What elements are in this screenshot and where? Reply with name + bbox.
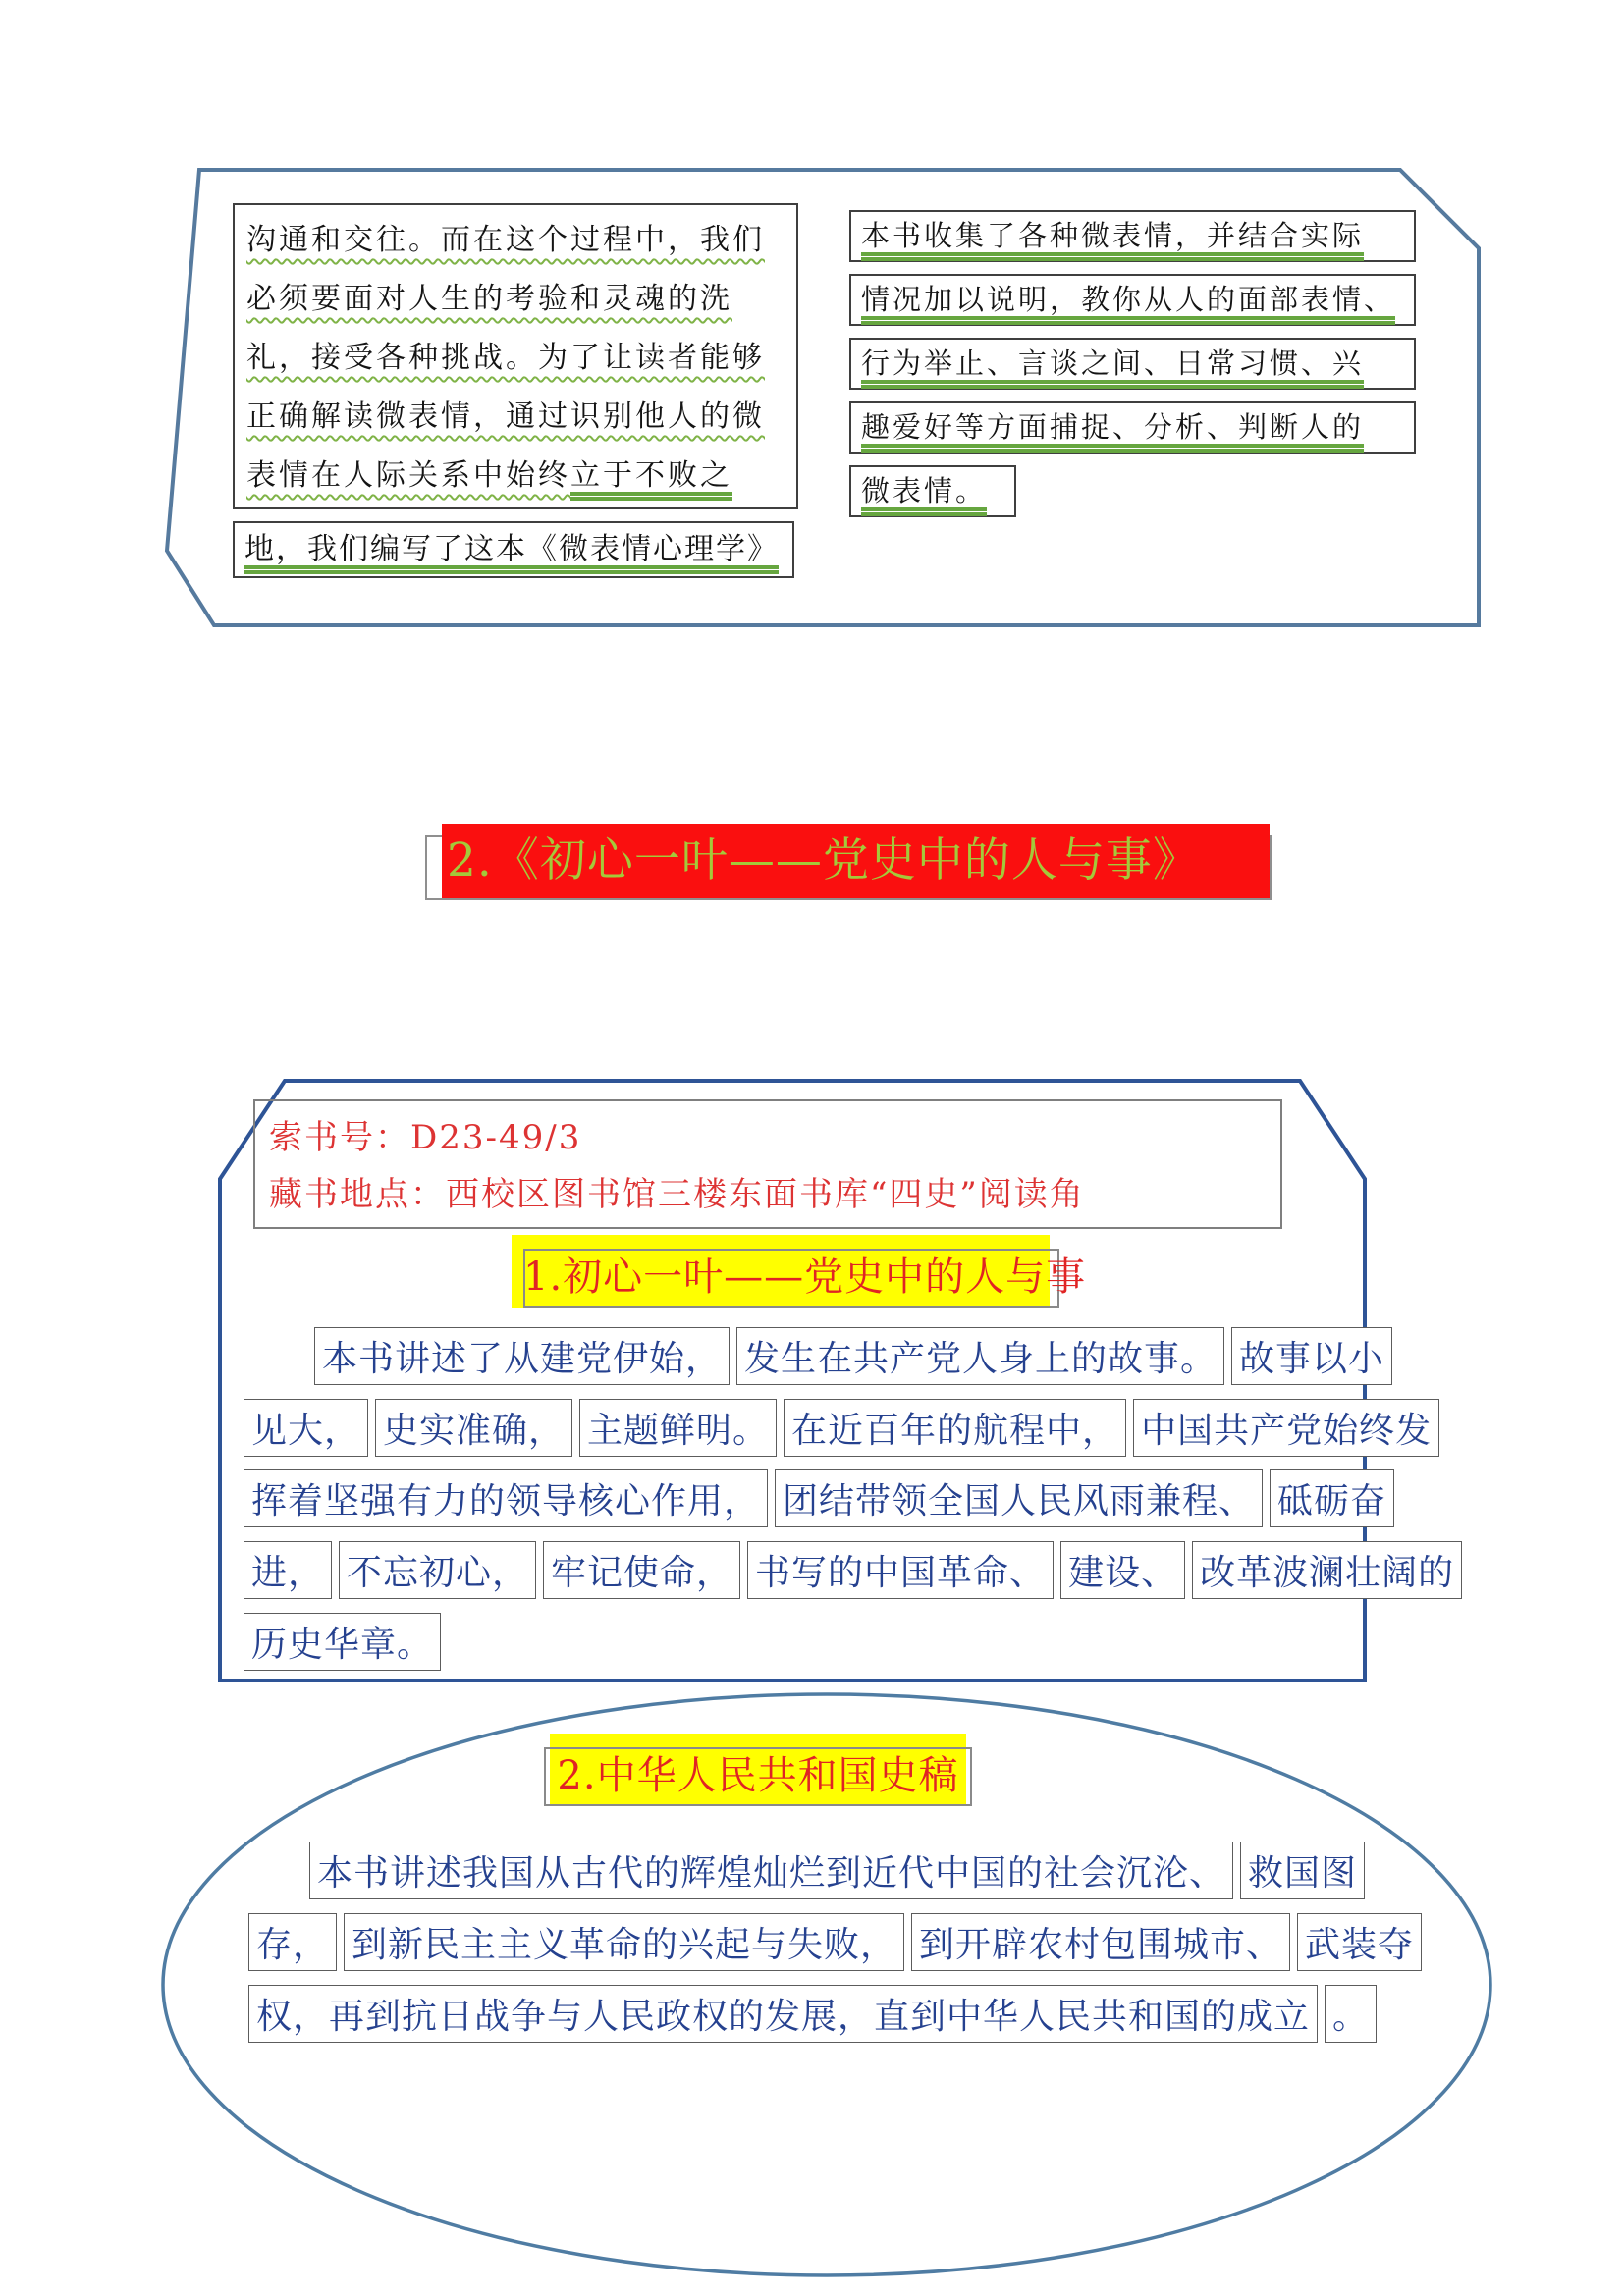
intro-right-line-box: 本书收集了各种微表情，并结合实际 — [849, 210, 1416, 262]
book2-paragraph-line — [248, 1985, 1377, 2043]
phrase: 本书讲述了从建党伊始， — [314, 1327, 730, 1385]
phrase: 砥砺奋 — [1270, 1469, 1394, 1527]
intro-line: 正确解读微表情，通过识别他人的微 — [246, 400, 765, 434]
phrase: 史实准确， — [375, 1399, 572, 1457]
intro-left-textbox — [233, 203, 798, 509]
phrase: 到新民主主义革命的兴起与失败， — [344, 1913, 904, 1971]
phrase: 改革波澜壮阔的 — [1192, 1541, 1462, 1599]
call-number-box — [253, 1099, 1282, 1229]
book2-paragraph-line — [309, 1842, 1365, 1899]
phrase: 建设、 — [1060, 1541, 1185, 1599]
intro-line: 必须要面对人生的考验和灵魂的洗 — [246, 282, 732, 316]
phrase: 本书讲述我国从古代的辉煌灿烂到近代中国的社会沉沦、 — [309, 1842, 1233, 1899]
book2-paragraph-line — [248, 1913, 1422, 1971]
phrase: 故事以小 — [1231, 1327, 1392, 1385]
book1-paragraph-line — [244, 1399, 1439, 1457]
phrase: 救国图 — [1240, 1842, 1365, 1899]
phrase: 到开辟农村包围城市、 — [911, 1913, 1290, 1971]
intro-right-line-box: 情况加以说明，教你从人的面部表情、 — [849, 274, 1416, 326]
phrase: 挥着坚强有力的领导核心作用， — [244, 1469, 768, 1527]
phrase: 存， — [248, 1913, 337, 1971]
section1-title: 1.初心一叶——党史中的人与事 — [523, 1255, 1087, 1300]
section2-title: 2.中华人民共和国史稿 — [557, 1753, 959, 1798]
intro-right-line-box: 微表情。 — [849, 465, 1016, 517]
phrase: 权，再到抗日战争与人民政权的发展，直到中华人民共和国的成立 — [248, 1985, 1318, 2043]
intro-right-line-box: 趣爱好等方面捕捉、分析、判断人的 — [849, 401, 1416, 454]
book1-paragraph-line — [244, 1613, 441, 1671]
intro-left-lastline-box: 地，我们编写了这本《微表情心理学》 — [233, 521, 794, 578]
intro-line: 表情在人际关系中始终立于不败之 — [246, 458, 732, 493]
phrase: 武装夺 — [1297, 1913, 1422, 1971]
shelf-location: 藏书地点：西校区图书馆三楼东面书库“四史”阅读角 — [269, 1175, 1085, 1214]
intro-right-line-box: 行为举止、言谈之间、日常习惯、兴 — [849, 338, 1416, 390]
intro-line: 礼，接受各种挑战。为了让读者能够 — [246, 341, 765, 375]
phrase: 中国共产党始终发 — [1133, 1399, 1439, 1457]
book1-paragraph-line — [314, 1327, 1392, 1385]
phrase: 见大， — [244, 1399, 368, 1457]
phrase: 不忘初心， — [339, 1541, 536, 1599]
phrase: 。 — [1325, 1985, 1377, 2043]
phrase: 历史华章。 — [244, 1613, 441, 1671]
intro-line: 沟通和交往。而在这个过程中，我们 — [246, 223, 765, 257]
book2-heading: 2.《初心一叶——党史中的人与事》 — [447, 833, 1200, 887]
phrase: 进， — [244, 1541, 332, 1599]
phrase: 团结带领全国人民风雨兼程、 — [775, 1469, 1263, 1527]
call-number: 索书号：D23-49/3 — [269, 1118, 582, 1157]
phrase: 牢记使命， — [543, 1541, 740, 1599]
book1-paragraph-line — [244, 1541, 1462, 1599]
phrase: 主题鲜明。 — [579, 1399, 777, 1457]
phrase: 在近百年的航程中， — [784, 1399, 1126, 1457]
book1-paragraph-line — [244, 1469, 1394, 1527]
phrase: 书写的中国革命、 — [747, 1541, 1054, 1599]
phrase: 发生在共产党人身上的故事。 — [736, 1327, 1224, 1385]
